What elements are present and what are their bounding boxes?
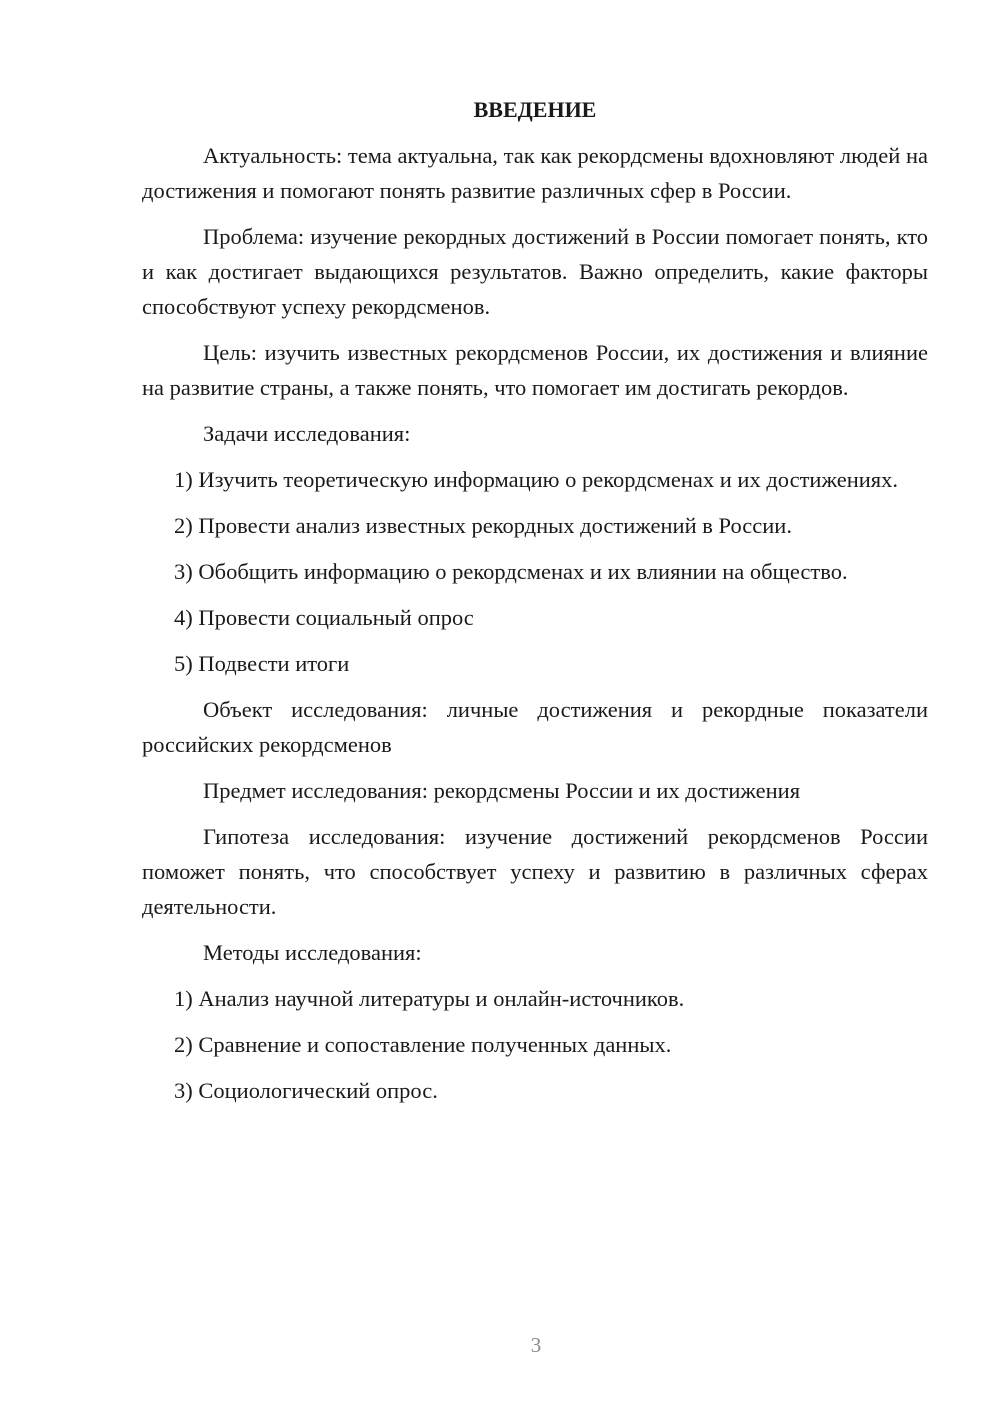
task-item: 5) Подвести итоги: [174, 651, 350, 676]
task-item: 3) Обобщить информацию о рекордсменах и их влиянии на общество.: [174, 559, 848, 584]
methods-heading: Методы исследования:: [203, 940, 422, 965]
method-item: 2) Сравнение и сопоставление полученных данных.: [174, 1032, 672, 1057]
task-item: 2) Провести анализ известных рекордных достижений в России.: [174, 513, 792, 538]
subject-paragraph: Предмет исследования: рекордсмены России и их достижения: [203, 778, 801, 803]
goal-paragraph: Цель: изучить известных рекордсменов России, их достижения и влияние на развитие страны, а также понять, что помогает им достигать рекордов.: [142, 340, 928, 400]
method-item: 1) Анализ научной литературы и онлайн-источников.: [174, 986, 685, 1011]
page-number: 3: [530, 1333, 542, 1357]
object-paragraph: Объект исследования: личные достижения и рекордные показатели российских рекордсменов: [142, 697, 928, 757]
task-item: 1) Изучить теоретическую информацию о рекордсменах и их достижениях.: [174, 467, 898, 492]
page-body: [142, 92, 928, 1119]
relevance-paragraph: Актуальность: тема актуальна, так как рекордсмены вдохновляют людей на достижения и помогают понять развитие различных сфер в России.: [142, 143, 928, 203]
method-item: 3) Социологический опрос.: [174, 1078, 438, 1103]
task-item: 4) Провести социальный опрос: [174, 605, 474, 630]
problem-paragraph: Проблема: изучение рекордных достижений в России помогает понять, кто и как достигает выдающихся результатов. Важно определить, какие факторы способствуют успеху рекордсменов.: [142, 224, 928, 319]
hypothesis-paragraph: Гипотеза исследования: изучение достижений рекордсменов России поможет понять, что способствует успеху и развитию в различных сферах деятельности.: [142, 824, 928, 919]
section-title: ВВЕДЕНИЕ: [473, 97, 597, 122]
tasks-heading: Задачи исследования:: [203, 421, 411, 446]
